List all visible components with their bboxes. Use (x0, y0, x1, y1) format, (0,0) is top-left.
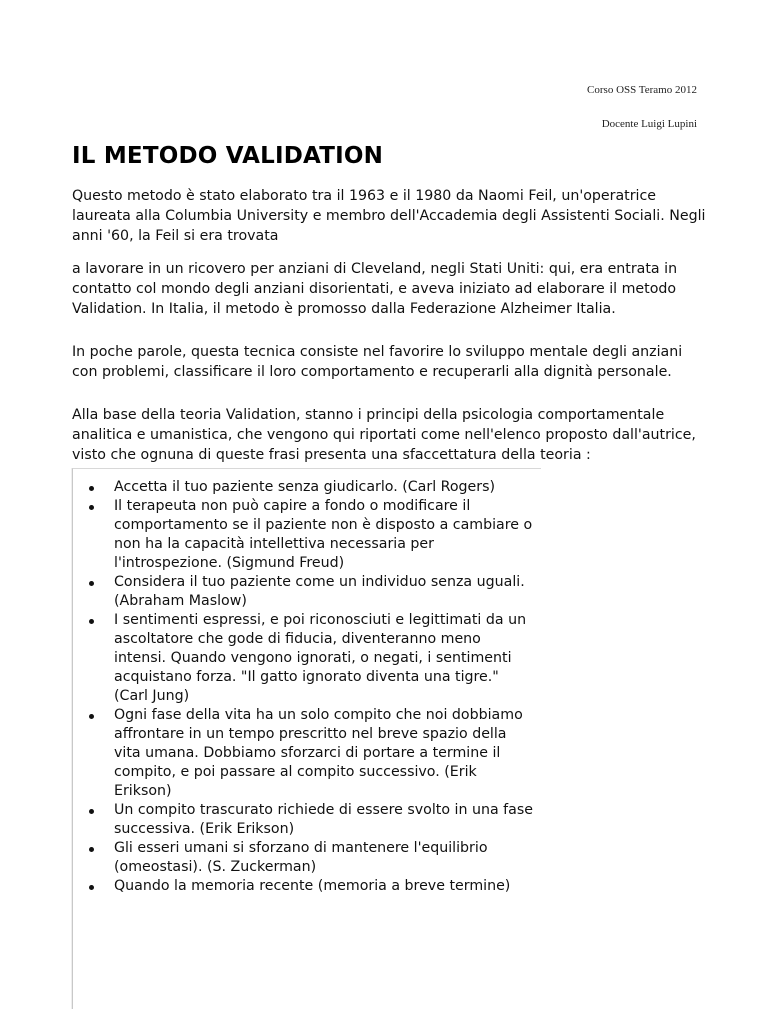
bullet-icon (89, 714, 94, 719)
list-item (114, 478, 534, 497)
principle-text: Gli esseri umani si sforzano di mantenere l'equilibrio (omeostasi). (S. Zuckerman) (114, 840, 488, 875)
bullet-icon (89, 847, 94, 852)
list-item (114, 801, 534, 839)
teacher-header: Docente Luigi Lupini (601, 118, 697, 130)
principle-text: Il terapeuta non può capire a fondo o modificare il comportamento se il paziente non è disposto a cambiare o non ha la capacità intellettiva necessaria per l'introspezione. (Sigmund Freud) (114, 498, 533, 571)
principle-text: Accetta il tuo paziente senza giudicarlo. (Carl Rogers) (114, 479, 496, 495)
principle-text: Considera il tuo paziente come un individuo senza uguali. (Abraham Maslow) (114, 574, 525, 609)
bullet-icon (89, 581, 94, 586)
bullet-icon (89, 619, 94, 624)
list-item (114, 706, 534, 801)
principles-box (72, 468, 541, 1009)
principle-text: Ogni fase della vita ha un solo compito che noi dobbiamo affrontare in un tempo prescritto nel breve spazio della vita umana. Dobbiamo sforzarci di portare a termine il compito, e poi passare al compito successivo. (Erik Erikson) (114, 707, 523, 799)
bullet-icon (89, 486, 94, 491)
paragraph-summary: In poche parole, questa tecnica consiste nel favorire lo sviluppo mentale degli anziani con problemi, classificare il loro comportamento e recuperarli alla dignità personale. (72, 344, 683, 380)
principles-list (114, 478, 534, 896)
list-item (114, 497, 534, 573)
list-item (114, 573, 534, 611)
principle-text: Quando la memoria recente (memoria a breve termine) (114, 878, 511, 894)
list-item (114, 611, 534, 706)
bullet-icon (89, 885, 94, 890)
paragraph-intro: Questo metodo è stato elaborato tra il 1963 e il 1980 da Naomi Feil, un'operatrice laureata alla Columbia University e membro dell'Accademia degli Assistenti Sociali. Negli anni '60, la Feil si era trovata (72, 188, 706, 244)
principle-text: Un compito trascurato richiede di essere svolto in una fase successiva. (Erik Erikson) (114, 802, 533, 837)
document-title: IL METODO VALIDATION (72, 143, 384, 169)
list-item (114, 839, 534, 877)
principle-text: I sentimenti espressi, e poi riconosciuti e legittimati da un ascoltatore che gode di fiducia, diventeranno meno intensi. Quando vengono ignorati, o negati, i sentimenti acquistano forza. "Il gatto ignorato diventa una tigre." (Carl Jung) (114, 612, 527, 704)
bullet-icon (89, 505, 94, 510)
bullet-icon (89, 809, 94, 814)
course-header: Corso OSS Teramo 2012 (587, 84, 697, 96)
paragraph-principles-intro: Alla base della teoria Validation, stanno i principi della psicologia comportamentale analitica e umanistica, che vengono qui riportati come nell'elenco proposto dall'autrice, visto che ognuna di queste frasi presenta una sfaccettatura della teoria : (72, 407, 696, 463)
list-item (114, 877, 534, 896)
paragraph-cleveland: a lavorare in un ricovero per anziani di Cleveland, negli Stati Uniti: qui, era entrata in contatto col mondo degli anziani disorientati, e aveva iniziato ad elaborare il metodo Validation. In Italia, il metodo è promosso dalla Federazione Alzheimer Italia. (72, 261, 678, 317)
